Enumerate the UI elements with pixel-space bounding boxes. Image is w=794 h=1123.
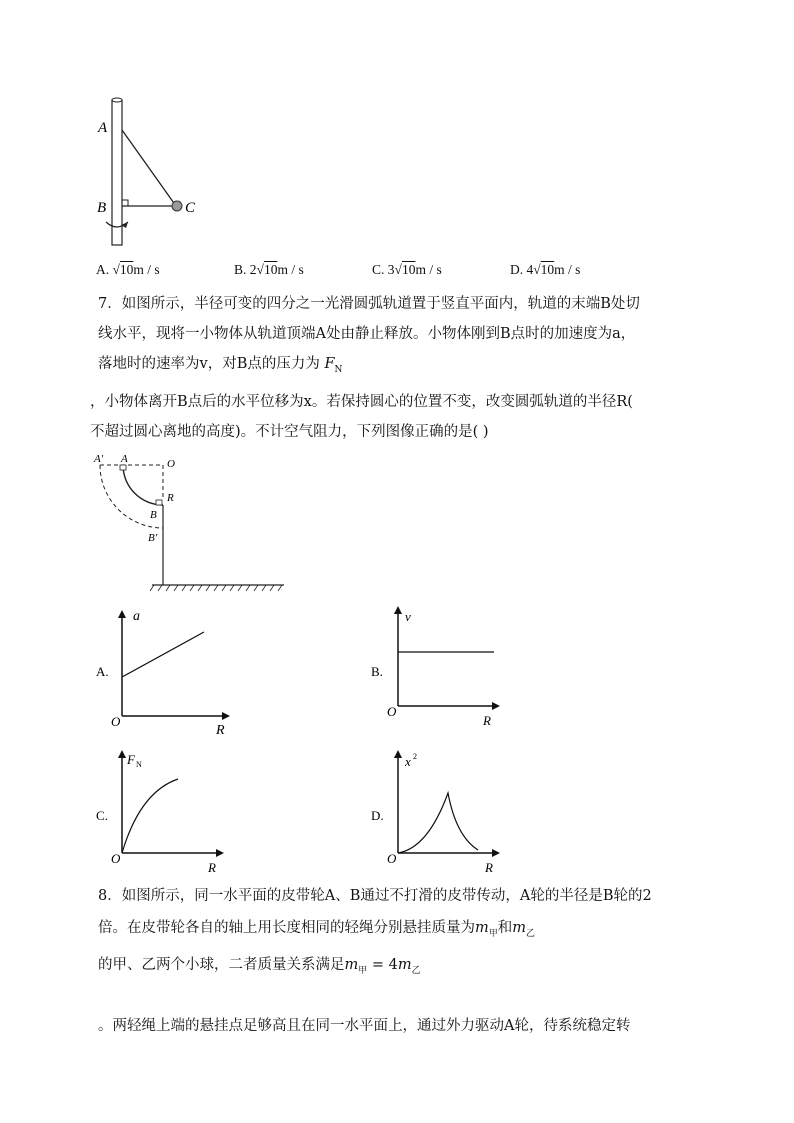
label-a: A bbox=[98, 120, 108, 136]
q7-line3: 落地时的速率为v，对B点的压力为 $F_N$ bbox=[98, 356, 343, 375]
q6-option-a[interactable]: A. √10m / s bbox=[96, 262, 160, 277]
graph-a-xlabel: R bbox=[216, 723, 225, 738]
label-b-prime: B′ bbox=[148, 532, 158, 544]
q8-line4: 。两轻绳上端的悬挂点足够高且在同一水平面上，通过外力驱动A轮，待系统稳定转 bbox=[98, 1018, 631, 1034]
label-b: B bbox=[97, 200, 107, 216]
graph-c-ylabel: F bbox=[127, 752, 135, 767]
label-b-arc: B bbox=[150, 509, 157, 521]
graph-d bbox=[371, 752, 498, 875]
graph-c bbox=[96, 752, 222, 875]
q8-line1: 8．如图所示，同一水平面的皮带轮A、B通过不打滑的皮带传动，A轮的半径是B轮的2 bbox=[98, 888, 652, 904]
graph-b-option: B. bbox=[371, 664, 383, 679]
graph-d-origin: O bbox=[387, 851, 397, 866]
graph-a-line bbox=[122, 632, 204, 677]
graph-b-ylabel: v bbox=[405, 609, 411, 624]
q8-line2: 倍。在皮带轮各自的轴上用长度相同的轻绳分别悬挂质量为$m_甲$和$m_乙$ bbox=[98, 920, 536, 939]
graph-a-origin: O bbox=[111, 714, 121, 729]
graph-c-curve bbox=[122, 779, 178, 853]
label-o: O bbox=[167, 458, 175, 470]
label-c: C bbox=[185, 200, 196, 216]
label-a-arc: A bbox=[121, 453, 128, 465]
graph-a-ylabel: a bbox=[133, 609, 140, 624]
graph-a bbox=[96, 609, 228, 738]
graph-c-option: C. bbox=[96, 808, 108, 823]
graph-c-xlabel: R bbox=[208, 860, 216, 875]
q7-line5: 不超过圆心离地的高度)。不计空气阻力，下列图像正确的是( ) bbox=[90, 424, 489, 440]
q8-line3: 的甲、乙两个小球，二者质量关系满足$m_甲 = 4m_乙$ bbox=[98, 957, 421, 976]
graph-c-origin: O bbox=[111, 851, 121, 866]
graph-d-ysup: 2 bbox=[413, 752, 417, 761]
q7-line2: 线水平，现将一小物体从轨道顶端A处由静止释放。小物体刚到B点时的加速度为a， bbox=[98, 326, 636, 342]
graph-d-curve bbox=[398, 793, 478, 853]
label-a-prime: A′ bbox=[94, 453, 104, 465]
graph-d-xlabel: R bbox=[485, 860, 493, 875]
q6-option-c[interactable]: C. 3√10m / s bbox=[372, 262, 442, 277]
graph-c-ysub: N bbox=[136, 760, 142, 769]
label-r: R bbox=[167, 492, 174, 504]
q6-option-d[interactable]: D. 4√10m / s bbox=[510, 262, 581, 277]
q6-option-b[interactable]: B. 2√10m / s bbox=[234, 262, 304, 277]
graph-b-xlabel: R bbox=[483, 713, 491, 728]
q7-line4: ，小物体离开B点后的水平位移为x。若保持圆心的位置不变，改变圆弧轨道的半径R( bbox=[90, 394, 633, 410]
graph-a-option: A. bbox=[96, 664, 109, 679]
graph-d-option: D. bbox=[371, 808, 384, 823]
graph-b bbox=[371, 608, 498, 728]
graph-d-ylabel: x bbox=[405, 754, 411, 769]
q7-line1: 7．如图所示，半径可变的四分之一光滑圆弧轨道置于竖直平面内，轨道的末端B处切 bbox=[98, 296, 640, 312]
graph-b-origin: O bbox=[387, 704, 397, 719]
